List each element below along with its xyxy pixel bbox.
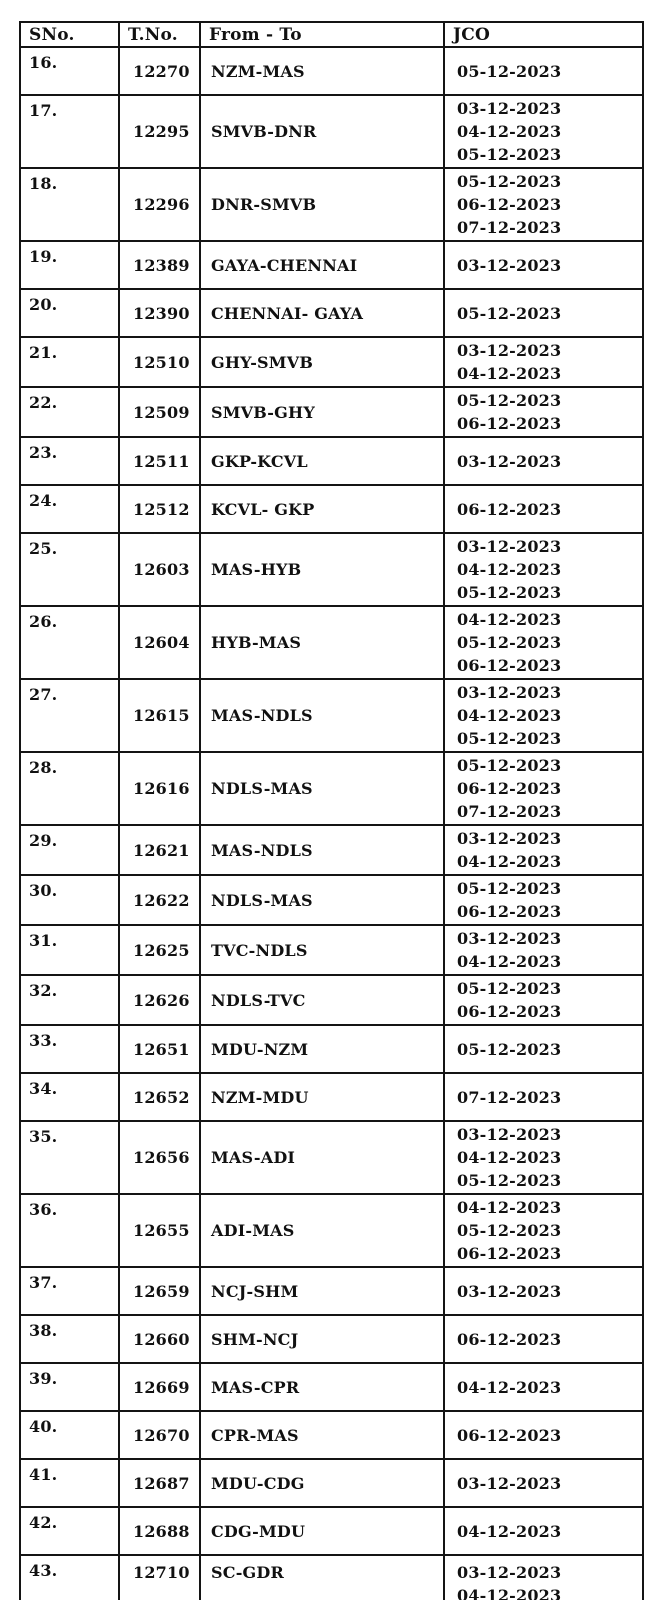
cell-train-number: 12670 [119, 1411, 200, 1459]
jco-date: 04-12-2023 [457, 1521, 562, 1541]
jco-date: 04-12-2023 [457, 122, 562, 141]
cell-from-to: KCVL- GKP [200, 485, 444, 533]
table-row [20, 241, 643, 289]
cell-serial-number: 39. [20, 1363, 119, 1411]
table-row [20, 337, 643, 387]
cell-jco-dates [444, 387, 643, 437]
cell-serial-number: 21. [20, 337, 119, 387]
cell-jco-dates [444, 1025, 643, 1073]
cell-serial-number: 38. [20, 1315, 119, 1363]
jco-date: 06-12-2023 [457, 195, 562, 214]
cell-serial-number: 20. [20, 289, 119, 337]
cell-from-to: SHM-NCJ [200, 1315, 444, 1363]
jco-date: 04-12-2023 [457, 1586, 562, 1600]
cell-serial-number: 25. [20, 533, 119, 606]
jco-date: 06-12-2023 [457, 1244, 562, 1263]
table-row [20, 975, 643, 1025]
jco-date: 05-12-2023 [457, 583, 562, 602]
jco-date: 05-12-2023 [457, 172, 562, 191]
cell-jco-dates [444, 437, 643, 485]
cell-from-to: SMVB-GHY [200, 387, 444, 437]
cell-from-to: MAS-NDLS [200, 825, 444, 875]
jco-date: 03-12-2023 [457, 537, 562, 556]
column-header-sno: SNo. [20, 22, 119, 47]
table-row [20, 168, 643, 241]
cell-train-number: 12651 [119, 1025, 200, 1073]
jco-date: 03-12-2023 [457, 99, 562, 118]
cell-serial-number: 40. [20, 1411, 119, 1459]
table-row [20, 925, 643, 975]
cell-from-to: TVC-NDLS [200, 925, 444, 975]
table-row [20, 1194, 643, 1267]
cell-jco-dates [444, 825, 643, 875]
cell-train-number: 12295 [119, 95, 200, 168]
jco-date: 05-12-2023 [457, 1171, 562, 1190]
jco-date: 06-12-2023 [457, 499, 562, 519]
jco-date: 05-12-2023 [457, 979, 562, 998]
cell-serial-number: 33. [20, 1025, 119, 1073]
cell-train-number: 12512 [119, 485, 200, 533]
jco-date: 04-12-2023 [457, 1198, 562, 1217]
table-row [20, 825, 643, 875]
cell-jco-dates [444, 337, 643, 387]
cell-jco-dates [444, 533, 643, 606]
cell-jco-dates [444, 1363, 643, 1411]
cell-from-to: GKP-KCVL [200, 437, 444, 485]
jco-date: 06-12-2023 [457, 1329, 562, 1349]
jco-date: 03-12-2023 [457, 1563, 562, 1582]
cell-serial-number: 27. [20, 679, 119, 752]
cell-jco-dates [444, 1073, 643, 1121]
cell-train-number: 12655 [119, 1194, 200, 1267]
cell-jco-dates [444, 1194, 643, 1267]
cell-serial-number: 37. [20, 1267, 119, 1315]
cell-serial-number: 17. [20, 95, 119, 168]
jco-date: 05-12-2023 [457, 879, 562, 898]
cell-jco-dates [444, 168, 643, 241]
jco-date: 03-12-2023 [457, 1125, 562, 1144]
table-row [20, 606, 643, 679]
cell-jco-dates [444, 1121, 643, 1194]
cell-train-number: 12510 [119, 337, 200, 387]
jco-date: 03-12-2023 [457, 829, 562, 848]
cell-from-to: NZM-MAS [200, 47, 444, 95]
cell-from-to: CHENNAI- GAYA [200, 289, 444, 337]
cell-jco-dates [444, 1555, 643, 1600]
column-header-jco: JCO [444, 22, 643, 47]
column-header-tno: T.No. [119, 22, 200, 47]
jco-date: 04-12-2023 [457, 852, 562, 871]
cell-from-to: NDLS-MAS [200, 875, 444, 925]
cell-from-to: SC-GDR [200, 1555, 444, 1600]
cell-train-number: 12656 [119, 1121, 200, 1194]
table-row [20, 1267, 643, 1315]
cell-from-to: CPR-MAS [200, 1411, 444, 1459]
cell-serial-number: 31. [20, 925, 119, 975]
cell-train-number: 12660 [119, 1315, 200, 1363]
cell-serial-number: 35. [20, 1121, 119, 1194]
jco-date: 06-12-2023 [457, 414, 562, 433]
column-header-from-to: From - To [200, 22, 444, 47]
jco-date: 04-12-2023 [457, 364, 562, 383]
jco-date: 05-12-2023 [457, 1221, 562, 1240]
jco-date: 05-12-2023 [457, 756, 562, 775]
table-row [20, 1025, 643, 1073]
jco-date: 06-12-2023 [457, 1425, 562, 1445]
table-row [20, 1459, 643, 1507]
table-row [20, 289, 643, 337]
cell-train-number: 12621 [119, 825, 200, 875]
cell-from-to: MAS-NDLS [200, 679, 444, 752]
cell-train-number: 12296 [119, 168, 200, 241]
jco-date: 03-12-2023 [457, 1281, 562, 1301]
jco-date: 06-12-2023 [457, 1002, 562, 1021]
cell-serial-number: 23. [20, 437, 119, 485]
jco-date: 05-12-2023 [457, 303, 562, 323]
cell-jco-dates [444, 1459, 643, 1507]
table-row [20, 1507, 643, 1555]
cell-from-to: ADI-MAS [200, 1194, 444, 1267]
cell-from-to: GAYA-CHENNAI [200, 241, 444, 289]
cell-jco-dates [444, 485, 643, 533]
table-row [20, 1555, 643, 1600]
jco-date: 06-12-2023 [457, 902, 562, 921]
cell-jco-dates [444, 925, 643, 975]
jco-date: 04-12-2023 [457, 706, 562, 725]
cell-from-to: MAS-ADI [200, 1121, 444, 1194]
table-row [20, 875, 643, 925]
cell-serial-number: 43. [20, 1555, 119, 1600]
jco-date: 05-12-2023 [457, 1039, 562, 1059]
table-row [20, 387, 643, 437]
jco-date: 04-12-2023 [457, 1377, 562, 1397]
table-row [20, 533, 643, 606]
cell-train-number: 12390 [119, 289, 200, 337]
table-row [20, 437, 643, 485]
jco-date: 04-12-2023 [457, 560, 562, 579]
cell-train-number: 12652 [119, 1073, 200, 1121]
cell-jco-dates [444, 1507, 643, 1555]
jco-date: 03-12-2023 [457, 929, 562, 948]
cell-serial-number: 24. [20, 485, 119, 533]
jco-date: 05-12-2023 [457, 729, 562, 748]
cell-train-number: 12615 [119, 679, 200, 752]
jco-date: 06-12-2023 [457, 779, 562, 798]
cell-train-number: 12687 [119, 1459, 200, 1507]
cell-train-number: 12616 [119, 752, 200, 825]
cell-from-to: DNR-SMVB [200, 168, 444, 241]
cell-from-to: SMVB-DNR [200, 95, 444, 168]
cell-jco-dates [444, 1315, 643, 1363]
table-header-row [20, 22, 643, 47]
cell-jco-dates [444, 1411, 643, 1459]
cell-train-number: 12511 [119, 437, 200, 485]
jco-date: 04-12-2023 [457, 610, 562, 629]
cell-train-number: 12622 [119, 875, 200, 925]
cell-train-number: 12669 [119, 1363, 200, 1411]
table-row [20, 752, 643, 825]
cell-train-number: 12688 [119, 1507, 200, 1555]
jco-date: 05-12-2023 [457, 633, 562, 652]
cell-serial-number: 42. [20, 1507, 119, 1555]
jco-date: 04-12-2023 [457, 952, 562, 971]
table-row [20, 1363, 643, 1411]
table-row [20, 485, 643, 533]
cell-serial-number: 30. [20, 875, 119, 925]
cell-from-to: MAS-CPR [200, 1363, 444, 1411]
cell-from-to: MAS-HYB [200, 533, 444, 606]
cell-from-to: MDU-CDG [200, 1459, 444, 1507]
jco-date: 07-12-2023 [457, 1087, 562, 1107]
cell-jco-dates [444, 606, 643, 679]
cell-from-to: CDG-MDU [200, 1507, 444, 1555]
cell-jco-dates [444, 752, 643, 825]
cell-from-to: NZM-MDU [200, 1073, 444, 1121]
cell-jco-dates [444, 679, 643, 752]
cell-jco-dates [444, 1267, 643, 1315]
jco-date: 03-12-2023 [457, 1473, 562, 1493]
cell-train-number: 12626 [119, 975, 200, 1025]
table-row [20, 47, 643, 95]
cell-from-to: NDLS-MAS [200, 752, 444, 825]
cell-serial-number: 26. [20, 606, 119, 679]
jco-date: 07-12-2023 [457, 802, 562, 821]
cell-serial-number: 16. [20, 47, 119, 95]
cell-train-number: 12270 [119, 47, 200, 95]
jco-date: 03-12-2023 [457, 683, 562, 702]
cell-jco-dates [444, 975, 643, 1025]
cell-serial-number: 32. [20, 975, 119, 1025]
cell-serial-number: 29. [20, 825, 119, 875]
cell-train-number: 12509 [119, 387, 200, 437]
table-row [20, 95, 643, 168]
cell-train-number: 12603 [119, 533, 200, 606]
cell-from-to: HYB-MAS [200, 606, 444, 679]
cell-serial-number: 19. [20, 241, 119, 289]
cell-from-to: NDLS-TVC [200, 975, 444, 1025]
cell-serial-number: 18. [20, 168, 119, 241]
cell-serial-number: 22. [20, 387, 119, 437]
cell-from-to: NCJ-SHM [200, 1267, 444, 1315]
jco-date: 05-12-2023 [457, 391, 562, 410]
cell-train-number: 12659 [119, 1267, 200, 1315]
cell-train-number: 12625 [119, 925, 200, 975]
jco-date: 06-12-2023 [457, 656, 562, 675]
table-row [20, 1411, 643, 1459]
cell-jco-dates [444, 47, 643, 95]
table-row [20, 1315, 643, 1363]
jco-date: 03-12-2023 [457, 451, 562, 471]
table-row [20, 1073, 643, 1121]
table-row [20, 1121, 643, 1194]
cell-serial-number: 36. [20, 1194, 119, 1267]
cell-jco-dates [444, 95, 643, 168]
jco-date: 03-12-2023 [457, 341, 562, 360]
cell-from-to: MDU-NZM [200, 1025, 444, 1073]
cell-from-to: GHY-SMVB [200, 337, 444, 387]
cell-jco-dates [444, 289, 643, 337]
cell-serial-number: 28. [20, 752, 119, 825]
train-jco-table [19, 21, 644, 1600]
cell-serial-number: 34. [20, 1073, 119, 1121]
jco-date: 05-12-2023 [457, 61, 562, 81]
jco-date: 07-12-2023 [457, 218, 562, 237]
table-row [20, 679, 643, 752]
jco-date: 04-12-2023 [457, 1148, 562, 1167]
cell-train-number: 12710 [119, 1555, 200, 1600]
cell-train-number: 12604 [119, 606, 200, 679]
jco-date: 03-12-2023 [457, 255, 562, 275]
cell-jco-dates [444, 875, 643, 925]
cell-jco-dates [444, 241, 643, 289]
cell-serial-number: 41. [20, 1459, 119, 1507]
cell-train-number: 12389 [119, 241, 200, 289]
jco-date: 05-12-2023 [457, 145, 562, 164]
